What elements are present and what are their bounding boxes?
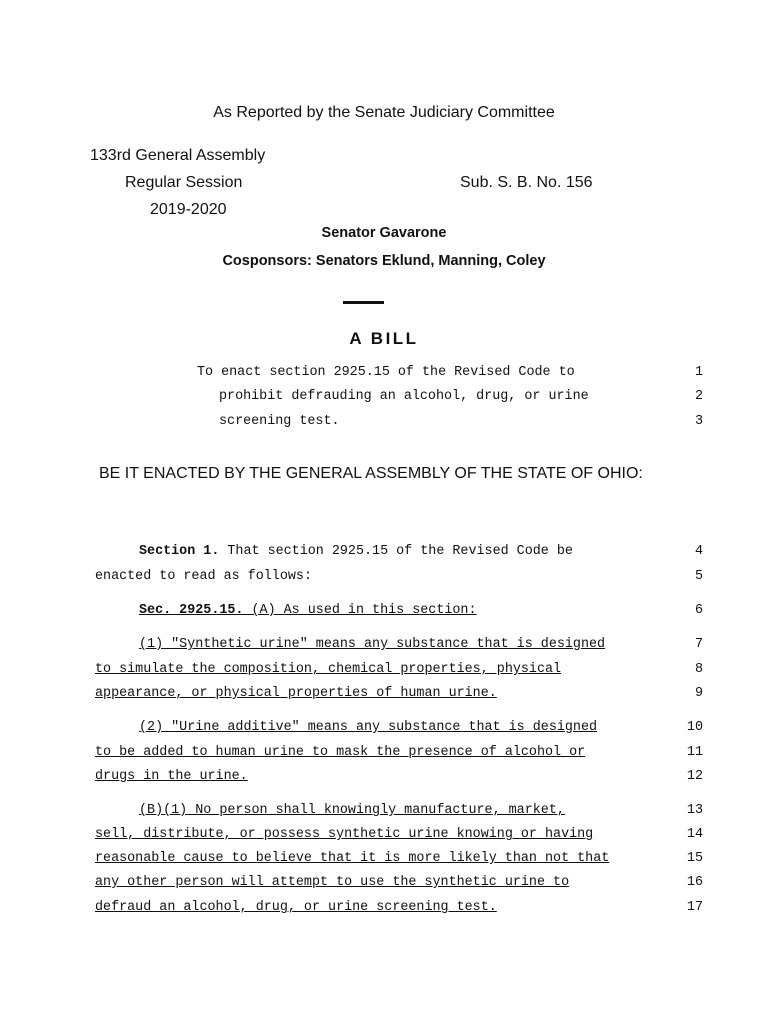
line-number: 9 bbox=[694, 686, 703, 701]
section-1-label: Section 1. bbox=[139, 544, 220, 559]
line-number: 1 bbox=[694, 365, 703, 380]
general-assembly: 133rd General Assembly bbox=[90, 147, 266, 164]
line-number: 4 bbox=[694, 544, 703, 559]
line-number: 10 bbox=[686, 720, 703, 735]
bill-number: Sub. S. B. No. 156 bbox=[460, 174, 593, 191]
section-1-line: enacted to read as follows: bbox=[95, 569, 312, 584]
statute-line: defraud an alcohol, drug, or urine screening test. bbox=[95, 900, 497, 915]
statute-line: to simulate the composition, chemical properties, physical bbox=[95, 662, 562, 677]
line-number: 16 bbox=[686, 875, 703, 890]
line-number: 3 bbox=[694, 414, 703, 429]
purpose-line: prohibit defrauding an alcohol, drug, or urine bbox=[219, 389, 589, 404]
title-divider bbox=[343, 301, 384, 304]
regular-session: Regular Session bbox=[125, 174, 243, 191]
statute-line: (1) "Synthetic urine" means any substance that is designed bbox=[139, 637, 606, 652]
sec-2925-15-line bbox=[139, 603, 477, 618]
line-number: 2 bbox=[694, 389, 703, 404]
line-number: 6 bbox=[694, 603, 703, 618]
bill-title: A BILL bbox=[349, 329, 419, 348]
line-number: 12 bbox=[686, 769, 703, 784]
section-1-text: That section 2925.15 of the Revised Code be bbox=[219, 544, 573, 559]
statute-line: reasonable cause to believe that it is more likely than not that bbox=[95, 851, 610, 866]
statute-line: (2) "Urine additive" means any substance that is designed bbox=[139, 720, 598, 735]
line-number: 11 bbox=[686, 745, 703, 760]
reported-by-heading: As Reported by the Senate Judiciary Committee bbox=[213, 104, 555, 121]
line-number: 5 bbox=[694, 569, 703, 584]
sec-label: Sec. 2925.15. bbox=[139, 603, 244, 618]
statute-line: any other person will attempt to use the synthetic urine to bbox=[95, 875, 570, 890]
line-number: 13 bbox=[686, 803, 703, 818]
line-number: 7 bbox=[694, 637, 703, 652]
statute-line: sell, distribute, or possess synthetic urine knowing or having bbox=[95, 827, 594, 842]
line-number: 14 bbox=[686, 827, 703, 842]
session-years: 2019-2020 bbox=[150, 201, 227, 218]
statute-line: to be added to human urine to mask the presence of alcohol or bbox=[95, 745, 586, 760]
purpose-line: To enact section 2925.15 of the Revised Code to bbox=[197, 365, 575, 380]
statute-line: appearance, or physical properties of human urine. bbox=[95, 686, 497, 701]
statute-line: (B)(1) No person shall knowingly manufacture, market, bbox=[139, 803, 565, 818]
cosponsors: Cosponsors: Senators Eklund, Manning, Coley bbox=[222, 253, 546, 269]
line-number: 8 bbox=[694, 662, 703, 677]
section-1-line bbox=[139, 544, 573, 559]
sponsor: Senator Gavarone bbox=[321, 225, 447, 241]
sec-text: (A) As used in this section: bbox=[243, 603, 477, 618]
statute-line: drugs in the urine. bbox=[95, 769, 248, 784]
purpose-line: screening test. bbox=[219, 414, 340, 429]
line-number: 15 bbox=[686, 851, 703, 866]
enacting-clause: BE IT ENACTED BY THE GENERAL ASSEMBLY OF THE STATE OF OHIO: bbox=[99, 465, 643, 482]
line-number: 17 bbox=[686, 900, 703, 915]
